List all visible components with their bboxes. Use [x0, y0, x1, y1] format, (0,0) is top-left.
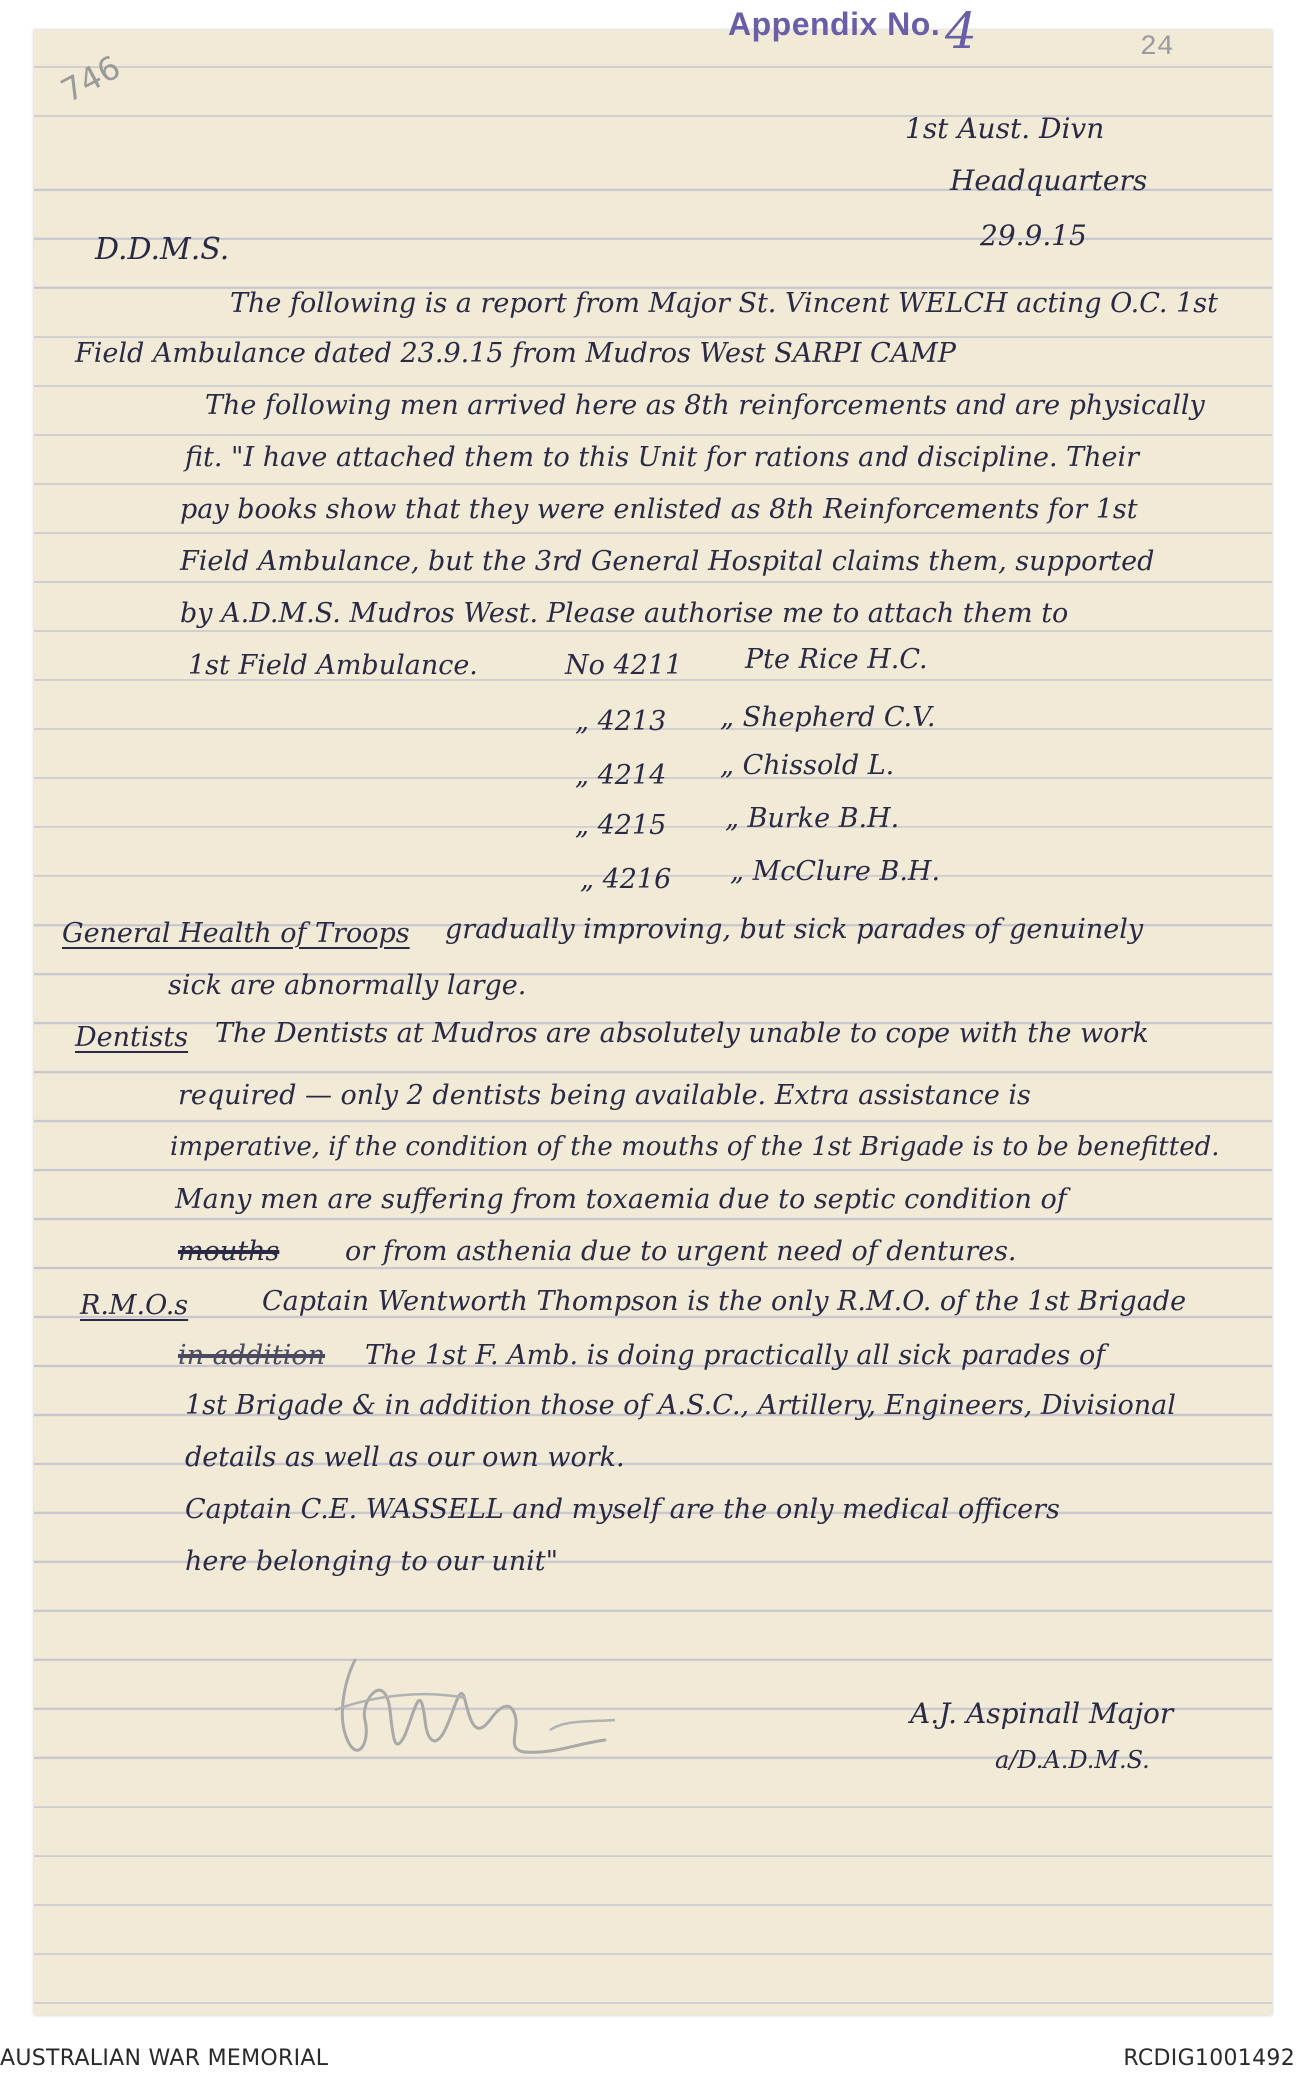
appendix-stamp: Appendix No.: [728, 6, 941, 42]
rmos-heading: R.M.O.s: [80, 1290, 189, 1321]
men-name-4: „ Burke B.H.: [725, 803, 900, 834]
pencil-number: 746: [54, 47, 127, 111]
rmos-line-4: details as well as our own work.: [185, 1442, 625, 1473]
dentists-struck-word: mouths: [178, 1236, 280, 1267]
header-headquarters: Headquarters: [950, 164, 1148, 197]
dentists-line-3: imperative, if the condition of the mouths of the 1st Brigade is to be benefitted.: [170, 1132, 1220, 1162]
health-heading: General Health of Troops: [62, 918, 410, 949]
signature-name: A.J. Aspinall Major: [910, 1697, 1174, 1730]
men-no-2: „ 4213: [575, 706, 667, 737]
men-no-5: „ 4216: [580, 864, 672, 895]
rmos-line-1: Captain Wentworth Thompson is the only R.M.O. of the 1st Brigade: [262, 1286, 1187, 1317]
rmos-line-6: here belonging to our unit": [185, 1546, 559, 1577]
addressee: D.D.M.S.: [95, 232, 230, 267]
appendix-number: 4: [945, 2, 977, 60]
men-name-1: Pte Rice H.C.: [745, 644, 928, 675]
body-line-7: by A.D.M.S. Mudros West. Please authorise me to attach them to: [180, 598, 1069, 629]
health-line-1: gradually improving, but sick parades of genuinely: [445, 914, 1144, 945]
body-line-4: fit. "I have attached them to this Unit for rations and discipline. Their: [185, 442, 1140, 473]
men-no-3: „ 4214: [575, 760, 667, 791]
rmos-struck-phrase: in addition: [178, 1340, 326, 1371]
men-name-2: „ Shepherd C.V.: [720, 702, 936, 733]
dentists-line-5: or from asthenia due to urgent need of dentures.: [345, 1236, 1017, 1267]
dentists-line-4: Many men are suffering from toxaemia due to septic condition of: [175, 1184, 1067, 1215]
pencil-initials-mark: [315, 1640, 625, 1780]
body-line-3: The following men arrived here as 8th reinforcements and are physically: [205, 390, 1205, 421]
men-name-5: „ McClure B.H.: [730, 856, 941, 887]
body-line-5: pay books show that they were enlisted as 8th Reinforcements for 1st: [180, 494, 1138, 525]
men-no-1: No 4211: [565, 650, 683, 681]
rmos-line-3: 1st Brigade & in addition those of A.S.C., Artillery, Engineers, Divisional: [185, 1390, 1176, 1421]
rmos-line-2: The 1st F. Amb. is doing practically all sick parades of: [365, 1340, 1106, 1371]
dentists-line-1: The Dentists at Mudros are absolutely unable to cope with the work: [215, 1018, 1149, 1049]
header-date: 29.9.15: [980, 219, 1087, 252]
dentists-line-2: required — only 2 dentists being available. Extra assistance is: [178, 1080, 1031, 1111]
folio-number: 24: [1140, 32, 1174, 63]
body-line-1: The following is a report from Major St. Vincent WELCH acting O.C. 1st: [230, 288, 1218, 319]
dentists-heading: Dentists: [75, 1022, 189, 1053]
body-line-6: Field Ambulance, but the 3rd General Hospital claims them, supported: [180, 546, 1155, 577]
rmos-line-5: Captain C.E. WASSELL and myself are the only medical officers: [185, 1494, 1060, 1525]
men-name-3: „ Chissold L.: [720, 750, 895, 781]
health-line-2: sick are abnormally large.: [168, 970, 527, 1001]
footer-institution: AUSTRALIAN WAR MEMORIAL: [0, 2046, 329, 2071]
body-line-2: Field Ambulance dated 23.9.15 from Mudros West SARPI CAMP: [75, 338, 956, 369]
header-division: 1st Aust. Divn: [905, 112, 1105, 145]
signature-title: a/D.A.D.M.S.: [995, 1746, 1150, 1774]
men-no-4: „ 4215: [575, 810, 667, 841]
footer-record-id: RCDIG1001492: [1123, 2046, 1295, 2071]
body-line-8: 1st Field Ambulance.: [188, 650, 478, 681]
